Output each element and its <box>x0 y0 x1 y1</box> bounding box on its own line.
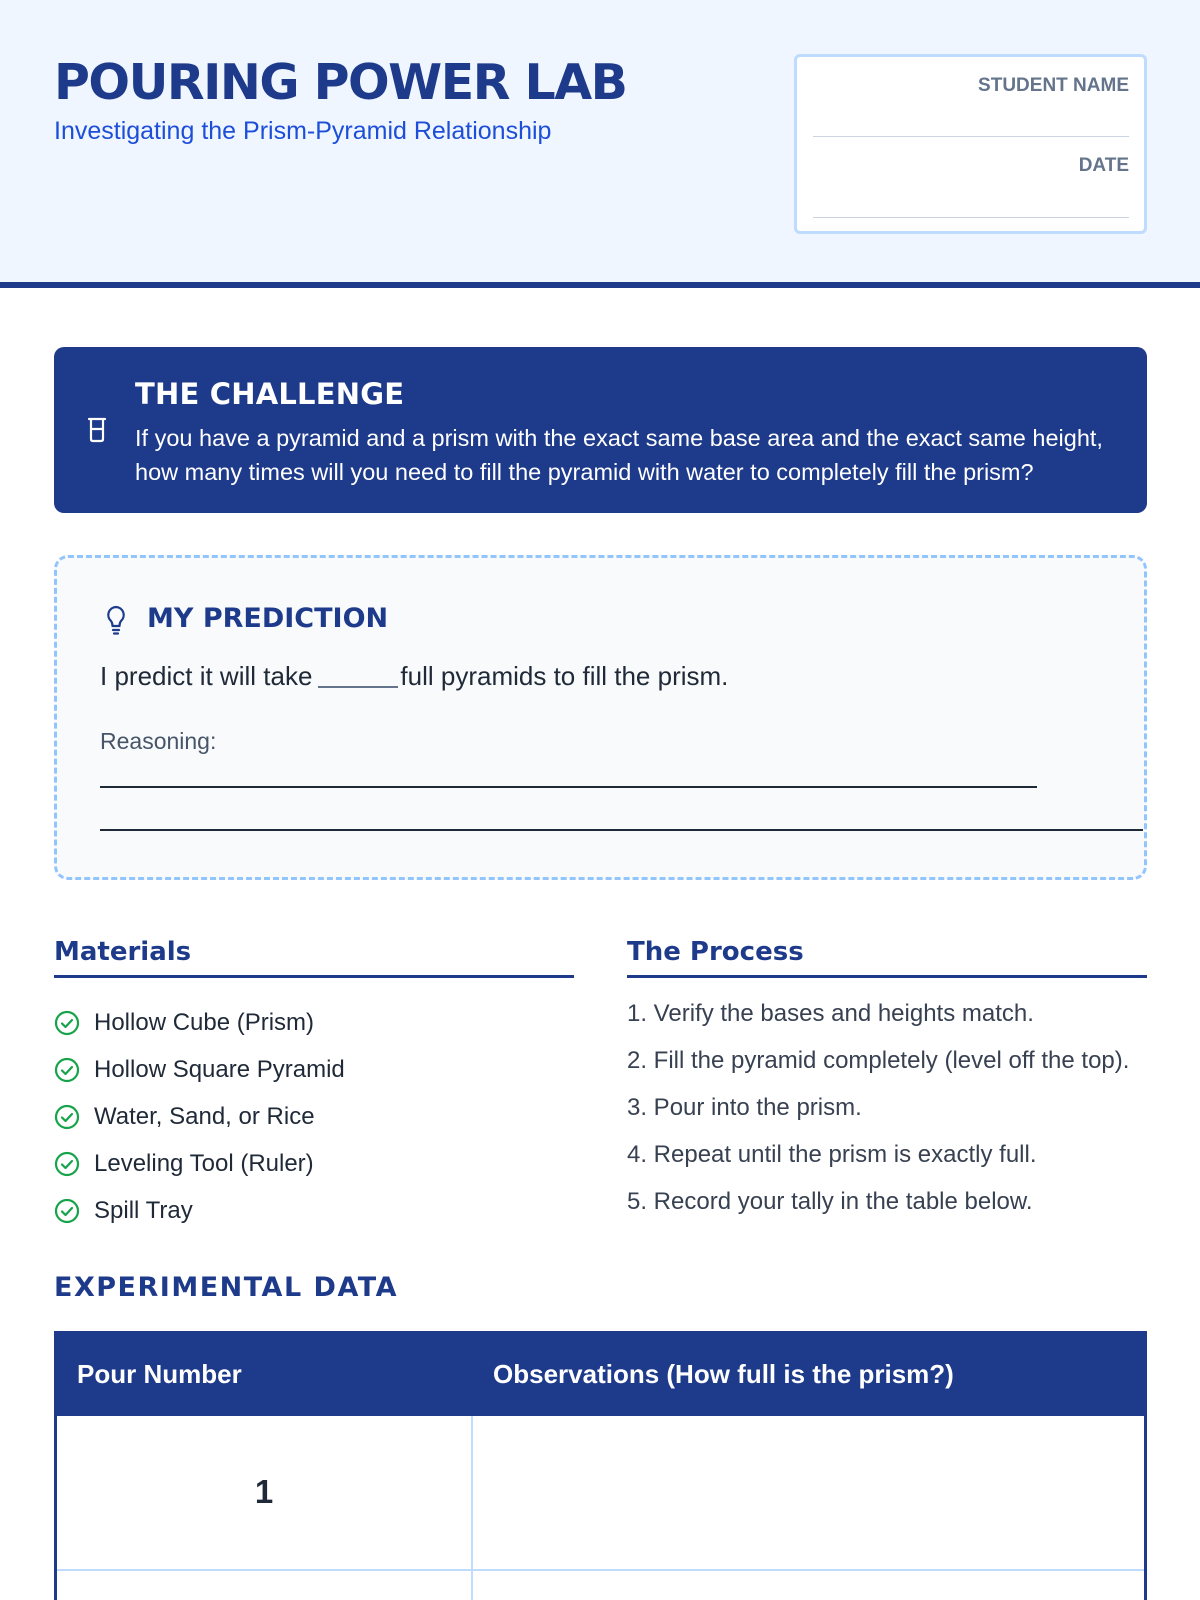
process-step: 3. Pour into the prism. <box>627 1094 862 1121</box>
materials-item <box>54 1191 193 1231</box>
challenge-title: THE CHALLENGE <box>135 377 405 411</box>
materials-item <box>54 1050 345 1090</box>
process-step: 5. Record your tally in the table below. <box>627 1188 1033 1215</box>
check-circle-icon <box>54 1104 80 1130</box>
date-label: DATE <box>1078 155 1129 176</box>
beaker-icon <box>86 417 108 443</box>
prediction-blank-input[interactable] <box>318 664 398 688</box>
materials-item-label: Spill Tray <box>94 1197 193 1224</box>
materials-item-label: Water, Sand, or Rice <box>94 1103 315 1130</box>
data-section-title: EXPERIMENTAL DATA <box>54 1272 398 1303</box>
column-header-pour-number: Pour Number <box>77 1359 242 1389</box>
materials-item-label: Leveling Tool (Ruler) <box>94 1150 314 1177</box>
materials-item <box>54 1144 314 1184</box>
observation-cell[interactable] <box>473 1416 1144 1569</box>
student-info-box <box>794 54 1147 234</box>
table-header <box>54 1331 1147 1416</box>
date-field[interactable] <box>813 217 1129 218</box>
materials-item <box>54 1003 314 1043</box>
prediction-text-after: full pyramids to fill the prism. <box>400 661 729 691</box>
reasoning-line-2[interactable] <box>100 829 1143 831</box>
prediction-title: MY PREDICTION <box>147 603 389 634</box>
page-subtitle: Investigating the Prism-Pyramid Relationship <box>54 117 552 145</box>
worksheet-header <box>0 0 1200 288</box>
column-header-observations: Observations (How full is the prism?) <box>493 1359 954 1389</box>
data-table <box>54 1331 1147 1600</box>
lightbulb-icon <box>104 604 128 636</box>
check-circle-icon <box>54 1057 80 1083</box>
materials-item-label: Hollow Cube (Prism) <box>94 1009 315 1036</box>
materials-item <box>54 1097 315 1137</box>
check-circle-icon <box>54 1010 80 1036</box>
row-divider <box>57 1569 1144 1571</box>
challenge-card <box>54 347 1147 513</box>
process-heading: The Process <box>627 937 1147 978</box>
process-step: 4. Repeat until the prism is exactly full. <box>627 1141 1037 1168</box>
pour-number-cell: 1 <box>254 1473 274 1510</box>
student-name-field[interactable] <box>813 136 1129 137</box>
prediction-sentence <box>100 661 728 692</box>
student-name-label: STUDENT NAME <box>978 75 1129 96</box>
reasoning-line-1[interactable] <box>100 786 1037 788</box>
materials-item-label: Hollow Square Pyramid <box>94 1056 345 1083</box>
challenge-text: If you have a pyramid and a prism with the exact same base area and the exact same height, how many times will you need to fill the pyramid with water to completely fill the prism? <box>135 425 1103 485</box>
reasoning-label: Reasoning: <box>100 728 217 754</box>
check-circle-icon <box>54 1151 80 1177</box>
prediction-text-before: I predict it will take <box>100 661 313 691</box>
prediction-box <box>54 555 1147 880</box>
page-title: POURING POWER LAB <box>54 54 627 111</box>
materials-heading: Materials <box>54 937 574 978</box>
process-step: 2. Fill the pyramid completely (level off the top). <box>627 1047 1130 1074</box>
process-step: 1. Verify the bases and heights match. <box>627 1000 1034 1027</box>
check-circle-icon <box>54 1198 80 1224</box>
